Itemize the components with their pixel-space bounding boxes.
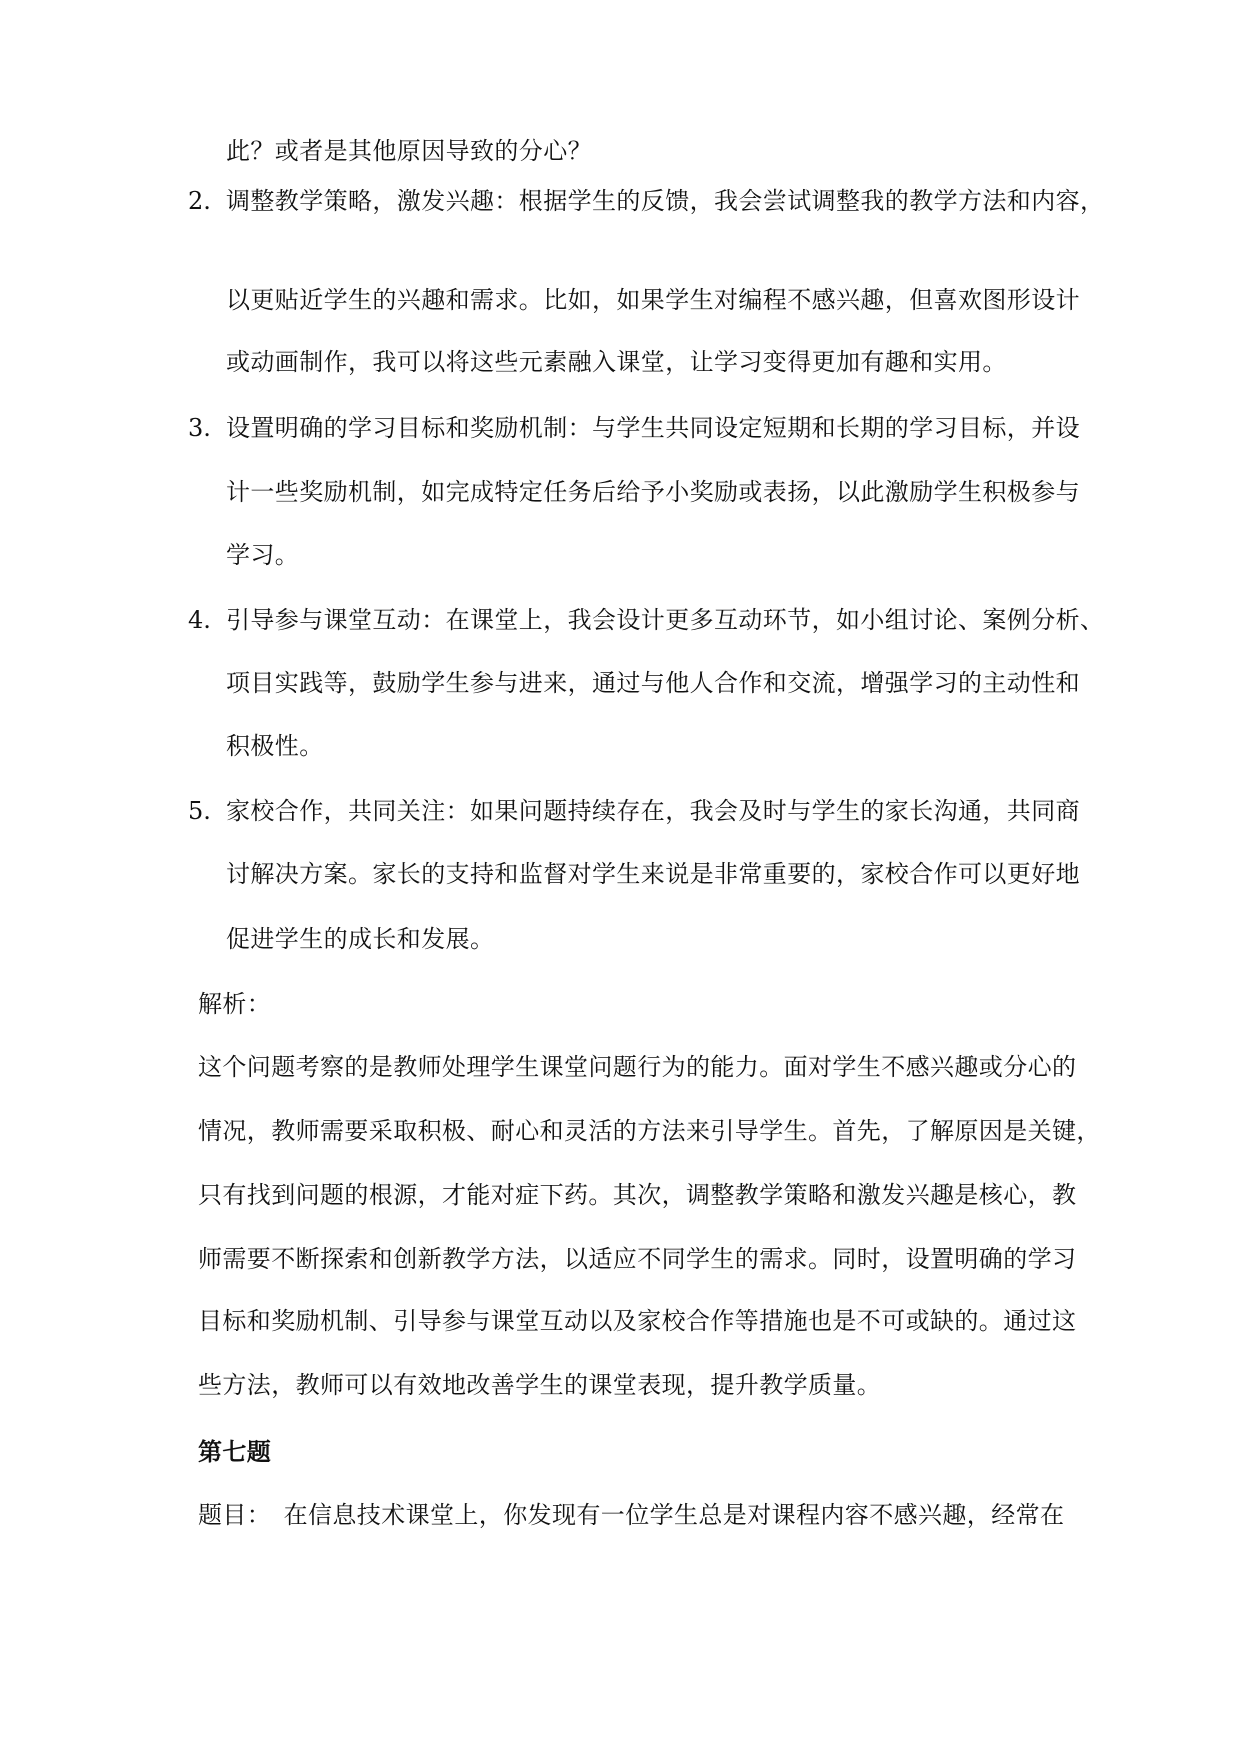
section-title: 第七题 — [198, 1437, 272, 1466]
list-item-number: 3. — [188, 414, 211, 442]
list-item-line: 家校合作，共同关注：如果问题持续存在，我会及时与学生的家长沟通，共同商 — [226, 797, 1080, 825]
list-item-line: 引导参与课堂互动：在课堂上，我会设计更多互动环节，如小组讨论、案例分析、 — [226, 606, 1105, 634]
list-item-line: 调整教学策略，激发兴趣：根据学生的反馈，我会尝试调整我的教学方法和内容， — [226, 187, 1105, 215]
analysis-label: 解析： — [198, 990, 272, 1018]
list-item-line: 促进学生的成长和发展。 — [226, 925, 495, 953]
item-1-continuation-line: 此？或者是其他原因导致的分心？ — [226, 137, 592, 165]
list-item-line: 积极性。 — [226, 732, 324, 760]
analysis-line: 这个问题考察的是教师处理学生课堂问题行为的能力。面对学生不感兴趣或分心的 — [198, 1053, 1077, 1081]
list-item-line: 学习。 — [226, 541, 300, 569]
list-item-line: 以更贴近学生的兴趣和需求。比如，如果学生对编程不感兴趣，但喜欢图形设计 — [226, 286, 1080, 314]
analysis-line: 些方法，教师可以有效地改善学生的课堂表现，提升教学质量。 — [198, 1371, 882, 1399]
list-item-number: 2. — [188, 187, 211, 215]
analysis-line: 师需要不断探索和创新教学方法，以适应不同学生的需求。同时，设置明确的学习 — [198, 1245, 1077, 1273]
list-item-line: 项目实践等，鼓励学生参与进来，通过与他人合作和交流，增强学习的主动性和 — [226, 669, 1080, 697]
analysis-line: 目标和奖励机制、引导参与课堂互动以及家校合作等措施也是不可或缺的。通过这 — [198, 1307, 1077, 1335]
list-item-line: 设置明确的学习目标和奖励机制：与学生共同设定短期和长期的学习目标，并设 — [226, 414, 1080, 442]
question-line: 题目： 在信息技术课堂上，你发现有一位学生总是对课程内容不感兴趣，经常在 — [198, 1501, 1065, 1529]
list-item-line: 计一些奖励机制，如完成特定任务后给予小奖励或表扬，以此激励学生积极参与 — [226, 478, 1080, 506]
analysis-line: 情况，教师需要采取积极、耐心和灵活的方法来引导学生。首先，了解原因是关键， — [198, 1117, 1101, 1145]
analysis-line: 只有找到问题的根源，才能对症下药。其次，调整教学策略和激发兴趣是核心，教 — [198, 1181, 1077, 1209]
list-item-line: 讨解决方案。家长的支持和监督对学生来说是非常重要的，家校合作可以更好地 — [226, 860, 1080, 888]
list-item-number: 5. — [188, 797, 211, 825]
list-item-line: 或动画制作，我可以将这些元素融入课堂，让学习变得更加有趣和实用。 — [226, 348, 1007, 376]
list-item-number: 4. — [188, 606, 211, 634]
